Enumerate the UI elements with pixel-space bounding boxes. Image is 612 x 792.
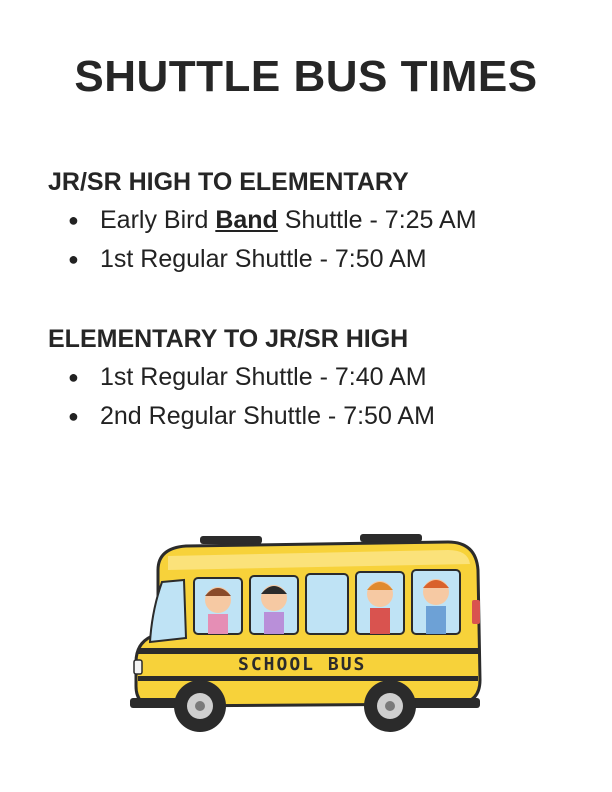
- item-text: 2nd Regular Shuttle - 7:50 AM: [100, 402, 435, 430]
- bullet-icon: ●: [68, 210, 79, 230]
- list-item: [68, 240, 588, 279]
- bullet-icon: ●: [68, 249, 79, 269]
- section-heading: ELEMENTARY TO JR/SR HIGH: [48, 325, 409, 353]
- item-text: 1st Regular Shuttle - 7:40 AM: [100, 363, 427, 391]
- school-bus-illustration: [128, 530, 484, 740]
- bullet-icon: ●: [68, 367, 79, 387]
- list-item: [68, 397, 588, 436]
- bullet-icon: ●: [68, 406, 79, 426]
- bus-label: SCHOOL BUS: [238, 654, 367, 675]
- page-title: SHUTTLE BUS TIMES: [74, 52, 538, 101]
- list-item: [68, 358, 588, 397]
- item-text: Early Bird Band Shuttle - 7:25 AM: [100, 206, 477, 234]
- section-heading: JR/SR HIGH TO ELEMENTARY: [48, 168, 409, 196]
- item-text: 1st Regular Shuttle - 7:50 AM: [100, 245, 427, 273]
- shuttle-list: [48, 358, 588, 436]
- list-item: [68, 201, 588, 240]
- band-emphasis: Band: [215, 206, 278, 234]
- shuttle-list: [48, 201, 588, 279]
- section-jr-sr-to-elementary: [48, 168, 588, 279]
- section-elementary-to-jr-sr: [48, 325, 588, 436]
